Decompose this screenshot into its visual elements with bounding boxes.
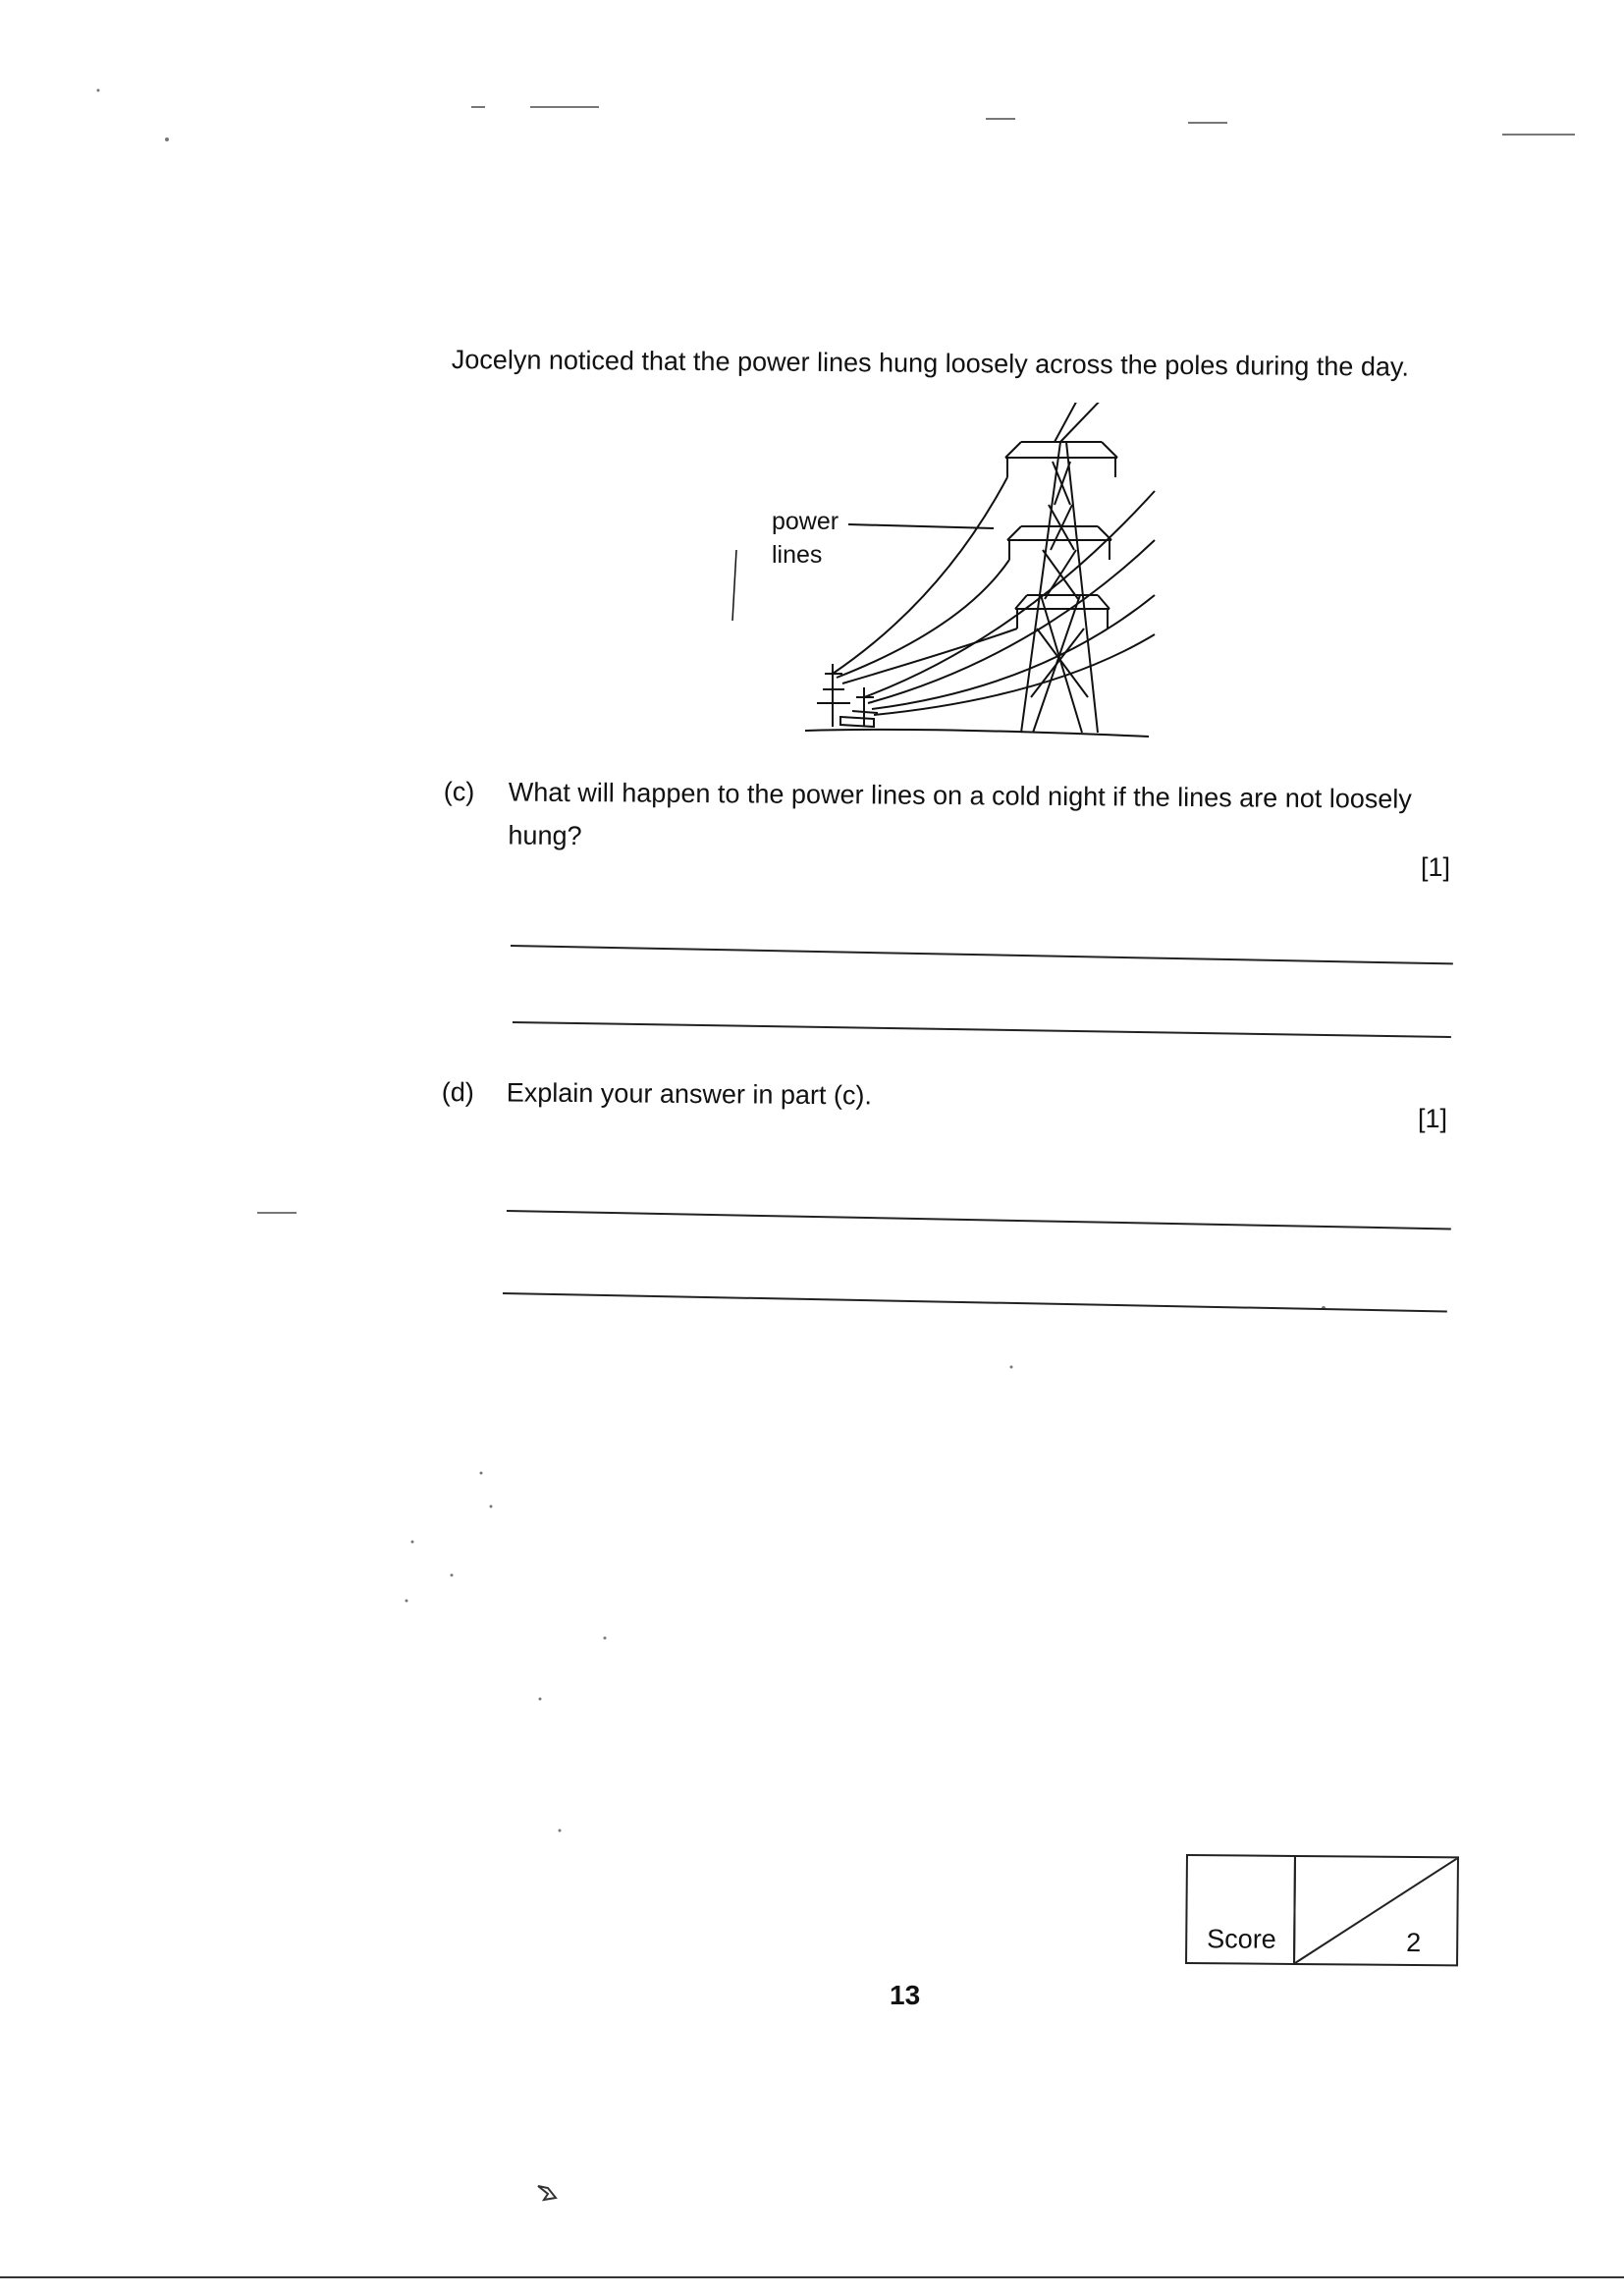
label-line-2: lines bbox=[772, 541, 823, 569]
score-total: 2 bbox=[1406, 1927, 1422, 1958]
question-c-letter: (c) bbox=[443, 776, 475, 807]
answer-line-d-2[interactable] bbox=[503, 1292, 1447, 1312]
score-label: Score bbox=[1207, 1924, 1276, 1954]
power-lines-illustration bbox=[727, 403, 1159, 746]
question-c-text: What will happen to the power lines on a cold night if the lines are not loosely hung? bbox=[508, 777, 1412, 851]
score-label-cell bbox=[1185, 1854, 1296, 1965]
page-number: 13 bbox=[890, 1980, 921, 2010]
question-d-letter: (d) bbox=[441, 1076, 474, 1108]
score-entry-cell[interactable] bbox=[1293, 1855, 1459, 1966]
answer-line-c-1[interactable] bbox=[511, 945, 1453, 964]
question-c-marks: [1] bbox=[1421, 852, 1451, 882]
bottom-rule bbox=[0, 2276, 1624, 2278]
answer-line-c-2[interactable] bbox=[513, 1021, 1451, 1038]
score-box bbox=[1185, 1854, 1461, 1968]
score-diagonal bbox=[1295, 1857, 1457, 1964]
question-d bbox=[442, 1070, 1424, 1127]
power-lines-label bbox=[772, 505, 839, 572]
pylon-drawing bbox=[727, 403, 1159, 746]
intro-statement: Jocelyn noticed that the power lines hung loosely across the poles during the day. bbox=[451, 344, 1410, 382]
answer-line-d-1[interactable] bbox=[507, 1210, 1451, 1230]
label-line-1: power bbox=[772, 508, 839, 535]
question-d-marks: [1] bbox=[1418, 1104, 1448, 1133]
question-c bbox=[443, 770, 1475, 876]
question-d-text: Explain your answer in part (c). bbox=[506, 1077, 873, 1111]
